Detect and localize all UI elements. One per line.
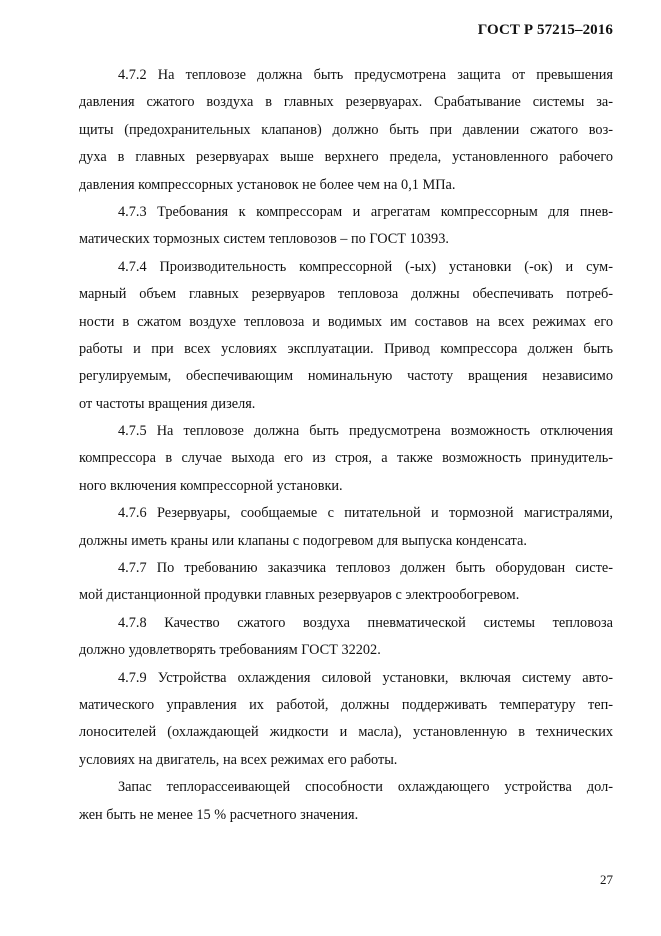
text-line: ного включения компрессорной установки. xyxy=(79,477,343,494)
text-line: 4.7.2 На тепловозе должна быть предусмотрена защита от превышения xyxy=(118,67,613,83)
text-line: матического управления их работой, должны поддерживать температуру теп- xyxy=(79,696,613,713)
text-line: духа в главных резервуарах выше верхнего предела, установленного рабочего xyxy=(79,149,613,166)
paragraph-4-7-3 xyxy=(79,199,613,254)
text-line: мой дистанционной продувки главных резервуаров с электрообогревом. xyxy=(79,587,520,604)
text-line: должно удовлетворять требованиям ГОСТ 32202. xyxy=(79,642,381,659)
document-header: ГОСТ Р 57215–2016 xyxy=(477,22,613,38)
text-line: матических тормозных систем тепловозов – по ГОСТ 10393. xyxy=(79,231,449,248)
text-line: жен быть не менее 15 % расчетного значения. xyxy=(79,806,359,823)
text-line: 4.7.4 Производительность компрессорной (-ых) установки (-ок) и сум- xyxy=(118,258,613,275)
text-line: работы и при всех условиях эксплуатации. Привод компрессора должен быть xyxy=(79,340,613,357)
text-line: от частоты вращения дизеля. xyxy=(79,395,256,412)
text-line: 4.7.6 Резервуары, сообщаемые с питательной и тормозной магистралями, xyxy=(118,505,613,522)
text-line: 4.7.3 Требования к компрессорам и агрегатам компрессорным для пнев- xyxy=(118,203,613,220)
paragraph-4-7-2 xyxy=(79,62,613,199)
paragraph-4-7-5 xyxy=(79,418,613,500)
paragraph-heat-reserve xyxy=(79,774,613,829)
text-line: 4.7.5 На тепловозе должна быть предусмотрена возможность отключения xyxy=(118,423,613,440)
paragraph-4-7-4 xyxy=(79,254,613,418)
text-line: 4.7.8 Качество сжатого воздуха пневматической системы тепловоза xyxy=(118,614,613,631)
text-line: компрессора в случае выхода его из строя, а также возможность принудитель- xyxy=(79,450,613,467)
paragraph-4-7-6 xyxy=(79,500,613,555)
page-number: 27 xyxy=(600,872,613,887)
paragraph-4-7-7 xyxy=(79,555,613,610)
text-line: должны иметь краны или клапаны с подогревом для выпуска конденсата. xyxy=(79,532,527,549)
paragraph-4-7-8 xyxy=(79,610,613,665)
document-body xyxy=(79,62,613,829)
text-line: 4.7.7 По требованию заказчика тепловоз должен быть оборудован систе- xyxy=(118,560,613,577)
text-line: давления компрессорных установок не более чем на 0,1 МПа. xyxy=(79,176,456,193)
text-line: Запас теплорассеивающей способности охлаждающего устройства дол- xyxy=(118,779,613,796)
text-line: давления сжатого воздуха в главных резервуарах. Срабатывание системы за- xyxy=(79,94,613,111)
text-line: марный объем главных резервуаров тепловоза должны обеспечивать потреб- xyxy=(79,286,613,303)
text-line: ности в сжатом воздухе тепловоза и водимых им составов на всех режимах его xyxy=(79,313,613,330)
text-line: регулируемым, обеспечивающим номинальную частоту вращения независимо xyxy=(79,368,613,385)
text-line: условиях на двигатель, на всех режимах его работы. xyxy=(79,751,398,768)
text-line: лоносителей (охлаждающей жидкости и масла), установленную в технических xyxy=(79,724,613,741)
text-line: 4.7.9 Устройства охлаждения силовой установки, включая систему авто- xyxy=(118,669,613,686)
paragraph-4-7-9 xyxy=(79,665,613,775)
text-line: щиты (предохранительных клапанов) должно быть при давлении сжатого воз- xyxy=(79,121,613,138)
